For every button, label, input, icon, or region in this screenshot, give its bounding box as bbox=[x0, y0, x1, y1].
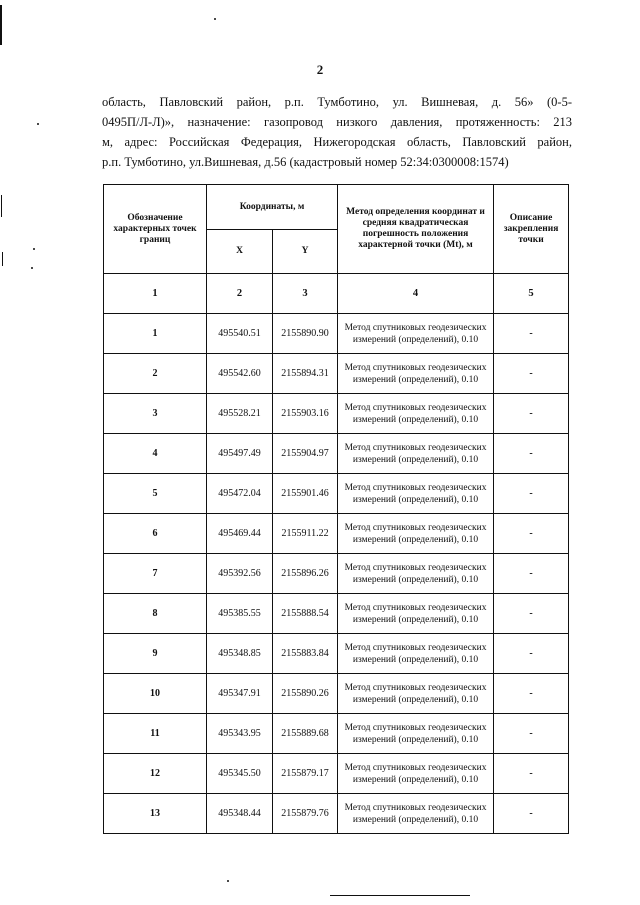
table-row bbox=[104, 594, 569, 634]
header-method: Метод определения координат и средняя квадратическая погрешность положения характерной точки (Mt), м bbox=[338, 185, 494, 274]
column-number: 1 bbox=[104, 274, 207, 314]
fixing-cell: - bbox=[494, 594, 569, 634]
header-point: Обозначение характерных точек границ bbox=[104, 185, 207, 274]
header-coordinates: Координаты, м bbox=[207, 185, 338, 230]
fixing-cell: - bbox=[494, 434, 569, 474]
coord-x: 495348.44 bbox=[207, 794, 273, 834]
fixing-cell: - bbox=[494, 754, 569, 794]
fixing-cell: - bbox=[494, 514, 569, 554]
coord-x: 495347.91 bbox=[207, 674, 273, 714]
coord-y: 2155883.84 bbox=[273, 634, 338, 674]
fixing-cell: - bbox=[494, 474, 569, 514]
point-number: 9 bbox=[104, 634, 207, 674]
coord-y: 2155879.76 bbox=[273, 794, 338, 834]
intro-line: р.п. Тумботино, ул.Вишневая, д.56 (кадастровый номер 52:34:0300008:1574) bbox=[102, 155, 509, 169]
coord-x: 495540.51 bbox=[207, 314, 273, 354]
coord-y: 2155904.97 bbox=[273, 434, 338, 474]
table-row bbox=[104, 634, 569, 674]
scan-speck bbox=[33, 248, 35, 250]
table-row bbox=[104, 714, 569, 754]
point-number: 12 bbox=[104, 754, 207, 794]
table-row bbox=[104, 394, 569, 434]
coord-y: 2155879.17 bbox=[273, 754, 338, 794]
coord-y: 2155890.90 bbox=[273, 314, 338, 354]
table-row bbox=[104, 794, 569, 834]
coord-y: 2155896.26 bbox=[273, 554, 338, 594]
fixing-cell: - bbox=[494, 714, 569, 754]
scan-edge-mark bbox=[0, 5, 2, 45]
intro-line: область, Павловский район, р.п. Тумботино, ул. Вишневая, д. 56» (0-5- bbox=[102, 95, 572, 109]
coord-x: 495497.49 bbox=[207, 434, 273, 474]
method-cell: Метод спутниковых геодезических измерений (определений), 0.10 bbox=[338, 474, 494, 514]
table-row bbox=[104, 314, 569, 354]
coord-y: 2155894.31 bbox=[273, 354, 338, 394]
method-cell: Метод спутниковых геодезических измерений (определений), 0.10 bbox=[338, 794, 494, 834]
point-number: 1 bbox=[104, 314, 207, 354]
fixing-cell: - bbox=[494, 394, 569, 434]
table-row bbox=[104, 754, 569, 794]
fixing-cell: - bbox=[494, 554, 569, 594]
coord-y: 2155903.16 bbox=[273, 394, 338, 434]
header-fixing: Описание закрепления точки bbox=[494, 185, 569, 274]
method-cell: Метод спутниковых геодезических измерений (определений), 0.10 bbox=[338, 594, 494, 634]
method-cell: Метод спутниковых геодезических измерений (определений), 0.10 bbox=[338, 394, 494, 434]
point-number: 10 bbox=[104, 674, 207, 714]
method-cell: Метод спутниковых геодезических измерений (определений), 0.10 bbox=[338, 314, 494, 354]
scan-edge-mark bbox=[1, 195, 2, 217]
method-cell: Метод спутниковых геодезических измерений (определений), 0.10 bbox=[338, 674, 494, 714]
coord-y: 2155890.26 bbox=[273, 674, 338, 714]
table-row bbox=[104, 474, 569, 514]
method-cell: Метод спутниковых геодезических измерений (определений), 0.10 bbox=[338, 714, 494, 754]
coord-y: 2155889.68 bbox=[273, 714, 338, 754]
coordinates-table bbox=[103, 184, 569, 834]
coord-x: 495542.60 bbox=[207, 354, 273, 394]
coord-y: 2155888.54 bbox=[273, 594, 338, 634]
point-number: 11 bbox=[104, 714, 207, 754]
coord-y: 2155901.46 bbox=[273, 474, 338, 514]
scan-speck bbox=[227, 880, 229, 882]
table-row bbox=[104, 434, 569, 474]
method-cell: Метод спутниковых геодезических измерений (определений), 0.10 bbox=[338, 634, 494, 674]
point-number: 2 bbox=[104, 354, 207, 394]
intro-line: м, адрес: Российская Федерация, Нижегородская область, Павловский район, bbox=[102, 135, 572, 149]
column-numbers-row bbox=[104, 274, 569, 314]
column-number: 2 bbox=[207, 274, 273, 314]
point-number: 3 bbox=[104, 394, 207, 434]
method-cell: Метод спутниковых геодезических измерений (определений), 0.10 bbox=[338, 554, 494, 594]
coord-x: 495469.44 bbox=[207, 514, 273, 554]
scan-speck bbox=[31, 267, 33, 269]
table-row bbox=[104, 514, 569, 554]
method-cell: Метод спутниковых геодезических измерений (определений), 0.10 bbox=[338, 514, 494, 554]
signature-line bbox=[330, 895, 470, 896]
scan-edge-mark bbox=[2, 252, 3, 266]
scan-speck bbox=[214, 18, 216, 20]
header-y: Y bbox=[273, 230, 338, 274]
header-x: X bbox=[207, 230, 273, 274]
point-number: 5 bbox=[104, 474, 207, 514]
coord-x: 495472.04 bbox=[207, 474, 273, 514]
column-number: 4 bbox=[338, 274, 494, 314]
column-number: 3 bbox=[273, 274, 338, 314]
table-row bbox=[104, 674, 569, 714]
coord-x: 495392.56 bbox=[207, 554, 273, 594]
coord-x: 495528.21 bbox=[207, 394, 273, 434]
point-number: 4 bbox=[104, 434, 207, 474]
intro-line: 0495П/Л-Л)», назначение: газопровод низкого давления, протяженность: 213 bbox=[102, 115, 572, 129]
coord-y: 2155911.22 bbox=[273, 514, 338, 554]
point-number: 6 bbox=[104, 514, 207, 554]
column-number: 5 bbox=[494, 274, 569, 314]
intro-paragraph bbox=[102, 92, 572, 172]
method-cell: Метод спутниковых геодезических измерений (определений), 0.10 bbox=[338, 754, 494, 794]
fixing-cell: - bbox=[494, 314, 569, 354]
point-number: 8 bbox=[104, 594, 207, 634]
coord-x: 495343.95 bbox=[207, 714, 273, 754]
fixing-cell: - bbox=[494, 674, 569, 714]
coord-x: 495345.50 bbox=[207, 754, 273, 794]
fixing-cell: - bbox=[494, 794, 569, 834]
fixing-cell: - bbox=[494, 354, 569, 394]
table-row bbox=[104, 554, 569, 594]
fixing-cell: - bbox=[494, 634, 569, 674]
coord-x: 495385.55 bbox=[207, 594, 273, 634]
method-cell: Метод спутниковых геодезических измерений (определений), 0.10 bbox=[338, 434, 494, 474]
method-cell: Метод спутниковых геодезических измерений (определений), 0.10 bbox=[338, 354, 494, 394]
coord-x: 495348.85 bbox=[207, 634, 273, 674]
page-number: 2 bbox=[316, 62, 324, 77]
table-row bbox=[104, 354, 569, 394]
point-number: 13 bbox=[104, 794, 207, 834]
scan-speck bbox=[37, 123, 39, 125]
point-number: 7 bbox=[104, 554, 207, 594]
